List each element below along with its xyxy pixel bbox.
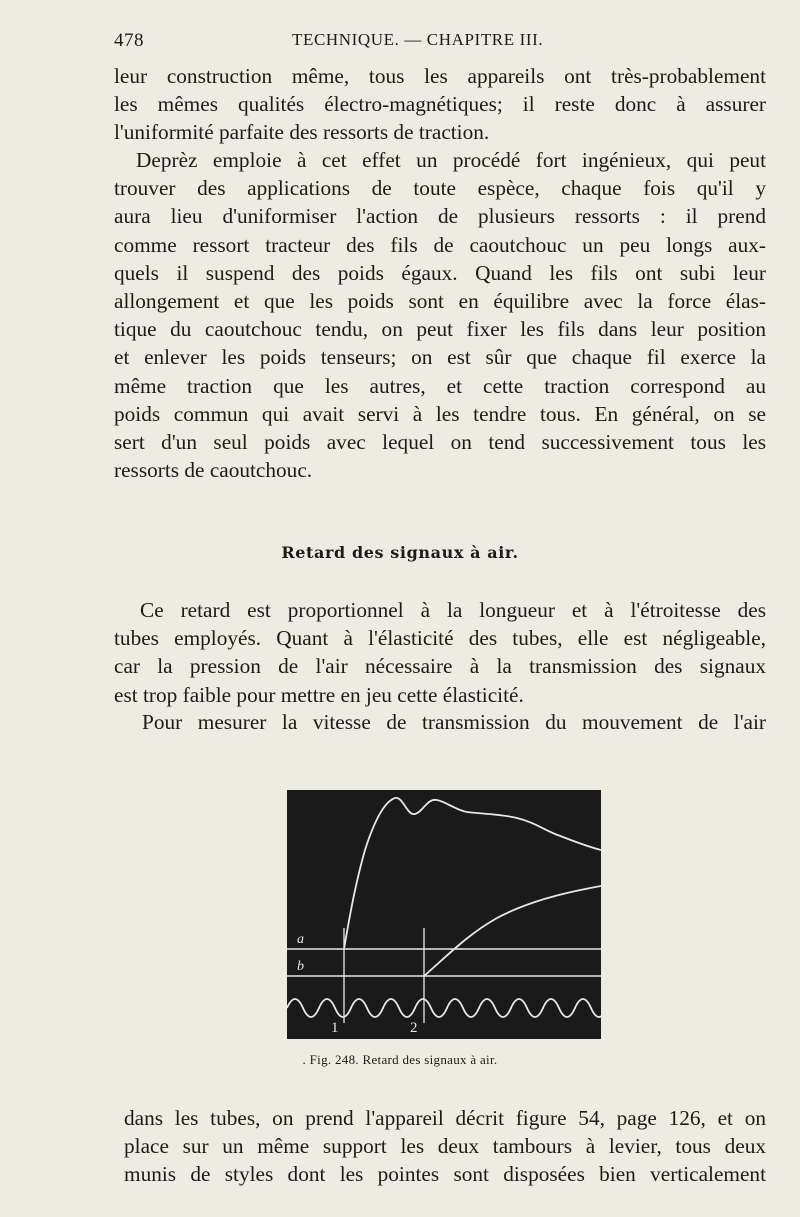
text-line: tique du caoutchouc tendu, on peut fixer les fils dans leur position [114,317,766,342]
text-line: sert d'un seul poids avec lequel on tend successivement tous les [114,429,766,454]
paragraph-4 [114,708,766,736]
figure-248 [287,790,601,1039]
text-line: comme ressort tracteur des fils de caoutchouc un peu longs aux- [114,232,766,257]
paragraph-5 [114,1104,766,1189]
label-b: b [297,959,304,974]
text-line: Ce retard est proportionnel à la longueur et à l'étroitesse des [140,598,766,622]
figure-caption: . Fig. 248. Retard des signaux à air. [302,1052,498,1067]
marker-label-1: 1 [331,1020,339,1036]
text-line: dans les tubes, on prend l'appareil décrit figure 54, page 126, et on [124,1106,766,1130]
page-number: 478 [114,30,144,51]
text-line: les mêmes qualités électro-magnétiques; il reste donc à assurer [114,92,766,117]
page-header [0,30,800,56]
text-line: car la pression de l'air nécessaire à la transmission des signaux [114,654,766,679]
section-heading: Retard des signaux à air. [281,543,519,562]
text-line: l'uniformité parfaite des ressorts de traction. [114,120,490,145]
text-line: ressorts de caoutchouc. [114,458,313,483]
text-line: leur construction même, tous les appareils ont très-probablement [114,64,766,88]
text-line: place sur un même support les deux tambours à levier, tous deux [124,1134,766,1159]
text-line: allongement et que les poids sont en équilibre avec la force élas- [114,288,766,313]
paragraph-1 [114,62,766,147]
running-head: TECHNIQUE. — CHAPITRE III. [292,30,544,49]
text-line: est trop faible pour mettre en jeu cette élasticité. [114,682,524,707]
text-line: quels il suspend des poids égaux. Quand les fils ont subi leur [114,260,766,285]
text-line: poids commun qui avait servi à les tendre tous. En général, on se [114,401,766,426]
figure-graphic [287,790,601,1039]
text-line: même traction que les autres, et cette traction correspond au [114,373,766,398]
text-line: tubes employés. Quant à l'élasticité des tubes, elle est négligeable, [114,626,766,651]
text-line: Pour mesurer la vitesse de transmission du mouvement de l'air [142,710,766,734]
figure-background [287,790,601,1039]
paragraph-2 [114,146,766,484]
text-line: Deprèz emploie à cet effet un procédé fort ingénieux, qui peut [136,148,766,172]
paragraph-3 [114,596,766,709]
text-line: munis de styles dont les pointes sont disposées bien verticalement [124,1162,766,1187]
text-line: aura lieu d'uniformiser l'action de plusieurs ressorts : il prend [114,204,766,229]
marker-label-2: 2 [410,1020,418,1036]
text-line: trouver des applications de toute espèce, chaque fois qu'il y [114,176,766,201]
label-a: a [297,932,304,947]
text-line: et enlever les poids tenseurs; on est sûr que chaque fil exerce la [114,345,766,370]
